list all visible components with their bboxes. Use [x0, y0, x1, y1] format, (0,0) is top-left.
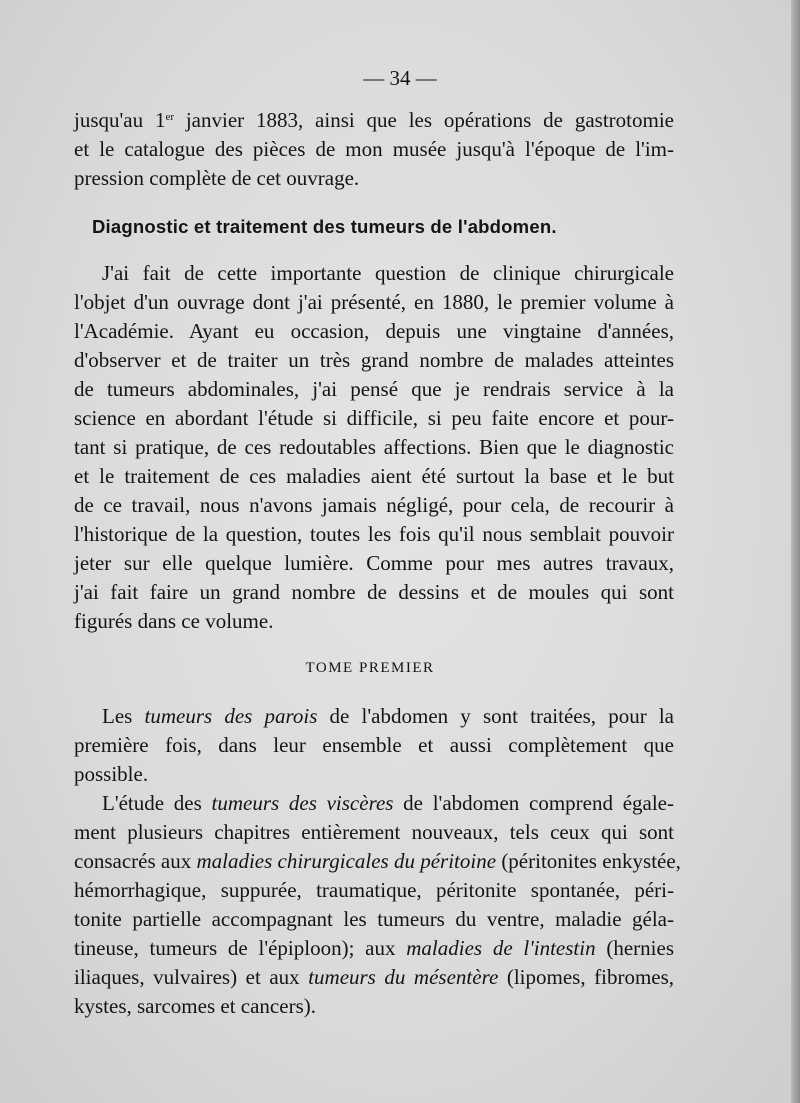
text-line: et le traitement de ces maladies aient été surtout la base et le but [74, 464, 674, 488]
text-line: hémorrhagique, suppurée, traumatique, péritonite spontanée, péri- [74, 878, 674, 902]
text-line: pression complète de cet ouvrage. [74, 166, 360, 190]
text-line: de ce travail, nous n'avons jamais négligé, pour cela, de recourir à [74, 493, 674, 517]
text-line: l'objet d'un ouvrage dont j'ai présenté, en 1880, le premier volume à [74, 290, 674, 314]
text-line: consacrés aux maladies chirurgicales du péritoine (péritonites enkystée, [74, 849, 681, 873]
page-number: — 34 — [363, 66, 437, 90]
text-line: science en abordant l'étude si difficile, si peu faite encore et pour- [74, 406, 674, 430]
text-line: tonite partielle accompagnant les tumeurs du ventre, maladie géla- [74, 907, 674, 931]
text-line: iliaques, vulvaires) et aux tumeurs du mésentère (lipomes, fibromes, [74, 965, 675, 989]
text-line: L'étude des tumeurs des viscères de l'abdomen comprend égale- [102, 791, 674, 815]
text-line: tant si pratique, de ces redoutables affections. Bien que le diagnostic [74, 435, 674, 459]
text-line: Les tumeurs des parois de l'abdomen y sont traitées, pour la [102, 704, 675, 728]
text-line: jeter sur elle quelque lumière. Comme pour mes autres travaux, [74, 551, 674, 575]
text-line: tineuse, tumeurs de l'épiploon); aux maladies de l'intestin (hernies [74, 936, 674, 960]
section-title: Diagnostic et traitement des tumeurs de l'abdomen. [92, 216, 557, 237]
text-line: et le catalogue des pièces de mon musée jusqu'à l'époque de l'im- [74, 137, 674, 161]
tome-title: TOME PREMIER [305, 660, 435, 676]
text-line: d'observer et de traiter un très grand nombre de malades atteintes [74, 348, 674, 372]
page-edge [791, 0, 800, 1103]
text-line: j'ai fait faire un grand nombre de dessins et de moules qui sont [74, 580, 674, 604]
text-line: ment plusieurs chapitres entièrement nouveaux, tels ceux qui sont [74, 820, 674, 844]
text-line: possible. [74, 762, 149, 786]
text-line: J'ai fait de cette importante question de clinique chirurgicale [102, 261, 674, 285]
text-line: première fois, dans leur ensemble et aussi complètement que [74, 733, 674, 757]
text-line: jusqu'au 1er janvier 1883, ainsi que les opérations de gastrotomie [74, 108, 674, 132]
text-line: kystes, sarcomes et cancers). [74, 994, 316, 1018]
text-line: de tumeurs abdominales, j'ai pensé que je rendrais service à la [74, 377, 674, 401]
text-line: figurés dans ce volume. [74, 609, 274, 633]
text-line: l'Académie. Ayant eu occasion, depuis une vingtaine d'années, [74, 319, 674, 343]
text-line: l'historique de la question, toutes les fois qu'il nous semblait pouvoir [74, 522, 674, 546]
